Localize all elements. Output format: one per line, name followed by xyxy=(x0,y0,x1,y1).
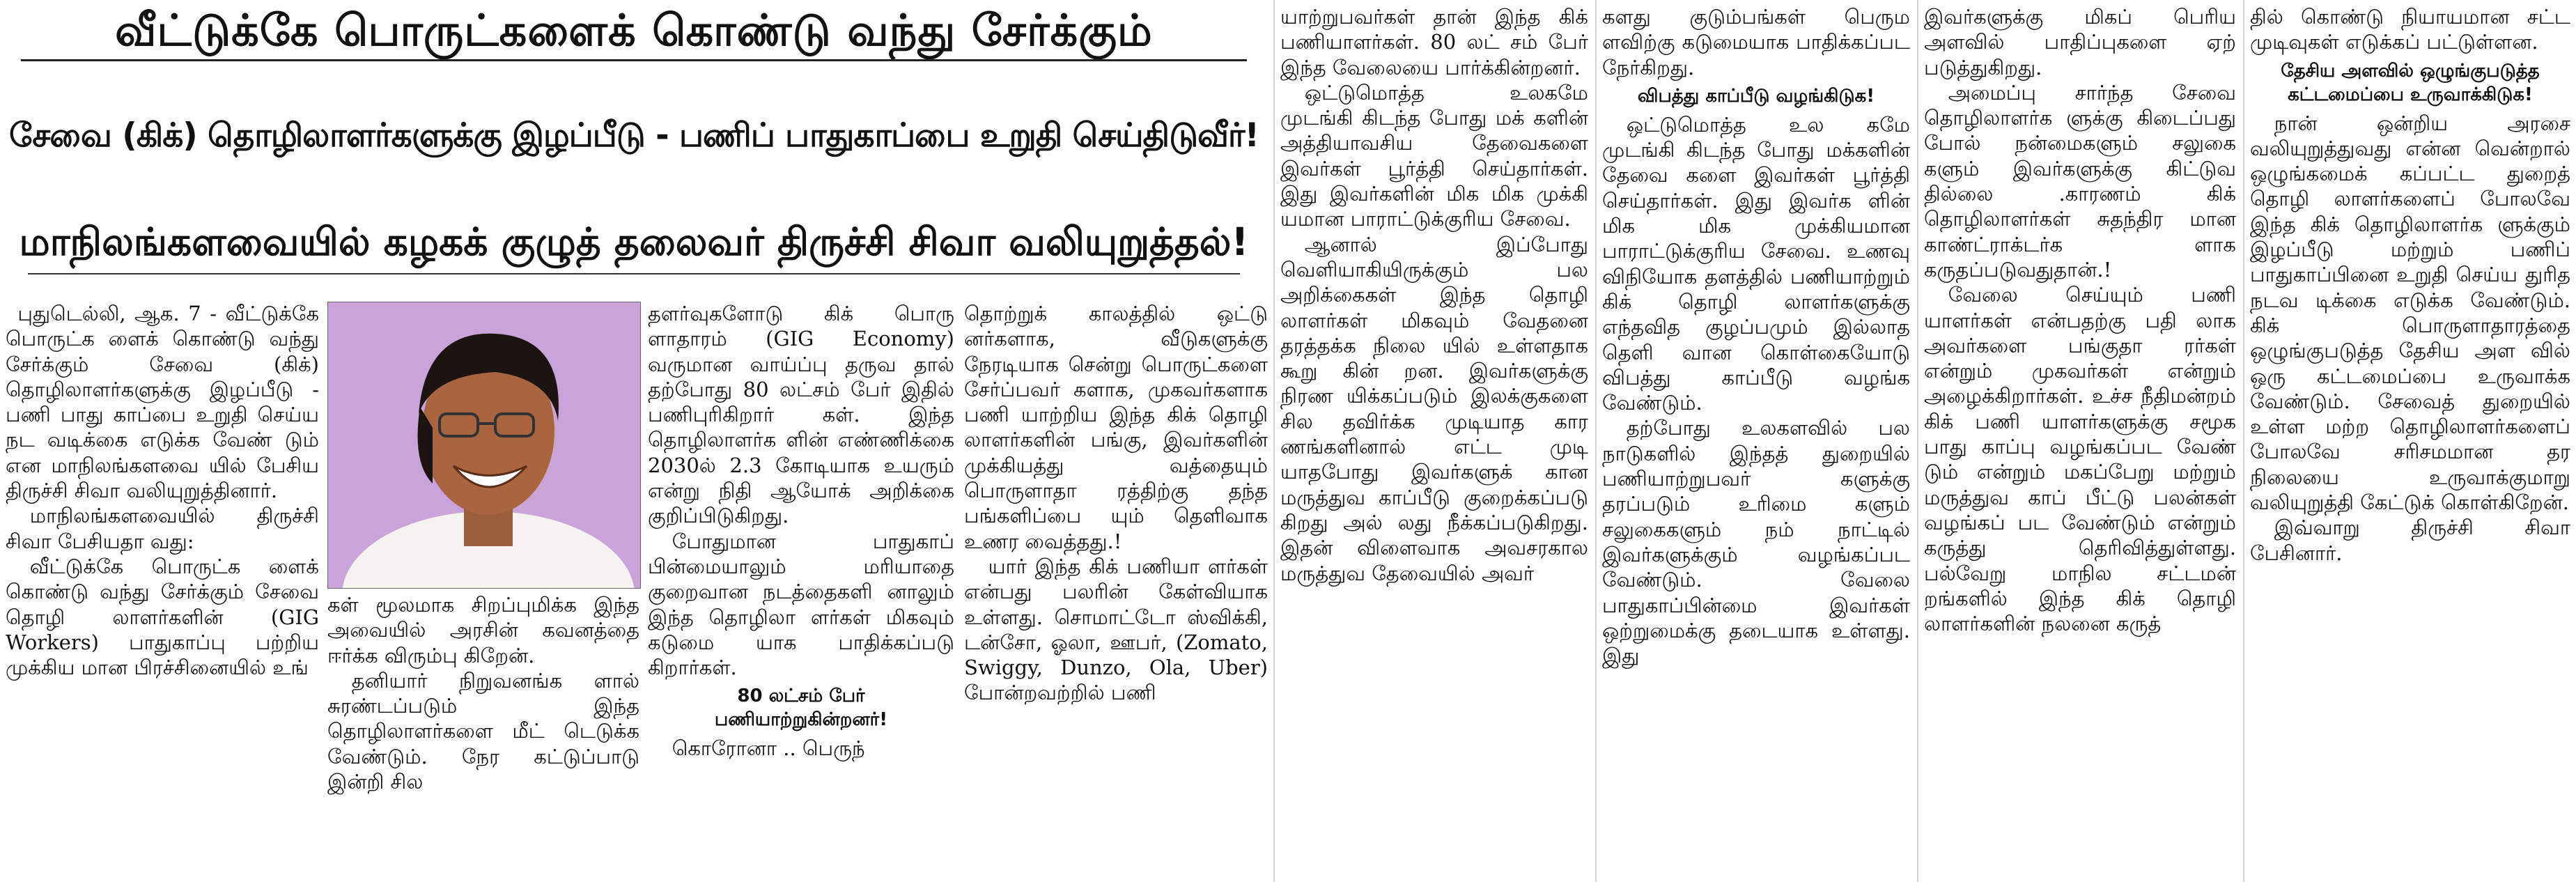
paragraph: தொற்றுக் காலத்தில் ஒட்டு னர்களாக, வீடுகளுக்கு நேரடியாக சென்று பொருட்களை சேர்ப்பவர் களாக, முகவர்களாக பணி யாற்றிய இந்த கிக் தொழி லாளர்களின் பங்கு, இவர்களின் முக்கியத்து வத்தையும் பொருளாதா ரத்திற்கு தந்த பங்களிப்பை யும் தெளிவாக உணர வைத்தது.! xyxy=(964,302,1268,553)
paragraph: ஒட்டுமொத்த உலகமே முடங்கி கிடந்த போது மக் களின் அத்தியாவசிய தேவைகளை இவர்கள் பூர்த்தி செய்தார்கள். இது இவர்களின் மிக மிக முக்கி யமான பாராட்டுக்குரிய சேவை. xyxy=(1280,80,1588,231)
paragraph: ஒட்டுமொத்த உல கமே முடங்கி கிடந்த போது மக்களின் தேவை களை இவர்கள் பூர்த்தி செய்தார்கள். இது இவர்க ளின் மிக மிக முக்கியமான பாராட்டுக்குரிய சேவை. உணவு விநியோக தளத்தில் பணியாற்றும் கிக் தொழி லாளர்களுக்கு எந்தவித குழப்பமும் இல்லாத தெளி வான கொள்கையோடு விபத்து காப்பீடு வழங்க வேண்டும். xyxy=(1602,112,1910,415)
column-divider xyxy=(1595,0,1597,882)
paragraph: தில் கொண்டு நியாயமான சட்ட முடிவுகள் எடுக்கப் பட்டுள்ளன. xyxy=(2250,5,2570,54)
paragraph: கள் மூலமாக சிறப்புமிக்க இந்த அவையில் அரசின் கவனத்தை ஈர்க்க விரும்பு கிறேன். xyxy=(327,593,639,667)
article-column-8 xyxy=(2250,4,2570,566)
kicker-headline: வீட்டுக்கே பொருட்களைக் கொண்டு வந்து சேர்க்கும் xyxy=(0,0,1268,61)
paragraph: மாநிலங்களவையில் திருச்சி சிவா பேசியதா வது: xyxy=(6,504,319,553)
paragraph: இவர்களுக்கு மிகப் பெரிய அளவில் பாதிப்புகளை ஏற் படுத்துகிறது. xyxy=(1924,5,2236,79)
article-column-5 xyxy=(1280,4,1588,586)
paragraph: யார் இந்த கிக் பணியா ளர்கள் என்பது பலரின் கேள்வியாக உள்ளது. சொமாட்டோ ஸ்விக்கி, டன்சோ, ஓலா, ஊபர், (Zomato, Swiggy, Dunzo, Ola, Uber) போன்றவற்றில் பணி xyxy=(964,554,1268,705)
paragraph: யாற்றுபவர்கள் தான் இந்த கிக் பணியாளர்கள். 80 லட் சம் பேர் இந்த வேலையை பார்க்கின்றனர். xyxy=(1280,5,1588,79)
article-column-2 xyxy=(327,592,639,794)
column-divider xyxy=(1917,0,1918,882)
section-subhead: 80 லட்சம் பேர் பணியாற்றுகின்றனர்! xyxy=(714,686,888,731)
paragraph: வேலை செய்யும் பணி யாளர்கள் என்பதற்கு பதி லாக அவர்களை பங்குதா ரர்கள் என்றும் முகவர்கள் என்றும் அழைக்கிறார்கள். உச்ச நீதிமன்றம் கிக் பணி யாளர்களுக்கு சமூக பாது காப்பு வழங்கப்பட வேண் டும் என்றும் மகப்பேறு மற்றும் மருத்துவ காப் பீட்டு பலன்கள் வழங்கப் பட வேண்டும் என்றும் கருத்து தெரிவித்துள்ளது. பல்வேறு மாநில சட்டமன் றங்களில் இந்த கிக் தொழி லாளர்களின் நலனை கருத் xyxy=(1924,283,2236,636)
paragraph: தற்போது உலகளவில் பல நாடுகளில் இந்தத் துறையில் பணியாற்றுபவர் களுக்கு தரப்படும் உரிமை களும் சலுகைகளும் நம் நாட்டில் இவர்களுக்கும் வழங்கப்பட வேண்டும். வேலை பாதுகாப்பின்மை இவர்கள் ஒற்றுமைக்கு தடையாக உள்ளது. இது xyxy=(1602,416,1910,668)
section-subhead: விபத்து காப்பீடு வழங்கிடுக! xyxy=(1637,85,1875,107)
article-column-3 xyxy=(648,301,954,761)
paragraph: களது குடும்பங்கள் பெரும ளவிற்கு கடுமையாக பாதிக்கப்பட நேர்கிறது. xyxy=(1602,5,1910,79)
paragraph: புதுடெல்லி, ஆக. 7 - வீட்டுக்கே பொருட்க ளைக் கொண்டு வந்து சேர்க்கும் சேவை (கிக்) தொழிலாளர்களுக்கு இழப்பீடு - பணி பாது காப்பை உறுதி செய்ய நட வடிக்கை எடுக்க வேண் டும் என மாநிலங்களவை யில் பேசிய திருச்சி சிவா வலியுறுத்தினார். xyxy=(6,302,319,503)
paragraph: தளர்வுகளோடு கிக் பொரு ளாதாரம் (GIG Economy) வருமான வாய்ப்பு தருவ தால் தற்போது 80 லட்சம் பேர் இதில் பணிபுரிகிறார் கள். இந்த தொழிலாளர்க ளின் எண்ணிக்கை 2030ல் 2.3 கோடியாக உயரும் என்று நிதி ஆயோக் அறிக்கை குறிப்பிடுகிறது. xyxy=(648,302,954,528)
article-column-4 xyxy=(964,301,1268,706)
paragraph: தனியார் நிறுவனங்க ளால் சுரண்டப்படும் இந்த தொழிலாளர்களை மீட் டெடுக்க வேண்டும். நேர கட்டுப்பாடு இன்றி சில xyxy=(327,668,639,794)
paragraph: போதுமான பாதுகாப் பின்மையாலும் மரியாதை குறைவான நடத்தைகளி னாலும் இந்த தொழிலா ளர்கள் மிகவும் கடுமை யாக பாதிக்கப்படு கிறார்கள். xyxy=(648,529,954,680)
paragraph: நான் ஒன்றிய அரசை வலியுறுத்துவது என்ன வென்றால் ஒழுங்கமைக் கப்பட்ட துறைத் தொழி லாளர்களைப் போலவே இந்த கிக் தொழிலாளர்க ளுக்கும் இழப்பீடு மற்றும் பணிப் பாதுகாப்பினை உறுதி செய்ய துரித நடவ டிக்கை எடுக்க வேண்டும். கிக் பொருளாதாரத்தை ஒழுங்குபடுத்த தேசிய அள வில் ஒரு கட்டமைப்பை உருவாக்க வேண்டும். சேவைத் துறையில் உள்ள மற்ற தொழிலாளர்களைப் போலவே சரிசமமான தர நிலையை உருவாக்குமாறு வலியுறுத்தி கேட்டுக் கொள்கிறேன். xyxy=(2250,111,2570,515)
speaker-photo xyxy=(327,302,641,589)
article-column-7 xyxy=(1924,4,2236,636)
paragraph: அமைப்பு சார்ந்த சேவை தொழிலாளர்க ளுக்கு கிடைப்பது போல் நன்மைகளும் சலுகை களும் இவர்களுக்கு கிட்டுவ தில்லை .காரணம் கிக் தொழிலாளர்கள் சுதந்திர மான காண்ட்ராக்டர்க ளாக கருதப்படுவதுதான்.! xyxy=(1924,80,2236,281)
headline-block xyxy=(0,0,1268,296)
paragraph: வீட்டுக்கே பொருட்க ளைக் கொண்டு வந்து சேர்க்கும் சேவை தொழி லாளர்களின் (GIG Workers) பாதுகாப்பு பற்றிய முக்கிய மான பிரச்சினையில் உங் xyxy=(6,554,319,680)
article-column-1 xyxy=(6,301,319,680)
paragraph: ஆனால் இப்போது வெளியாகியிருக்கும் பல அறிக்கைகள் இந்த தொழி லாளர்கள் மிகவும் வேதனை தரத்தக்க நிலை யில் உள்ளதாக கூறு கின் றன. இவர்களுக்கு நிரண யிக்கப்படும் இலக்குகளை சில தவிர்க்க முடியாத கார ணங்களினால் எட்ட முடி யாதபோது இவர்களுக் கான மருத்துவ காப்பீடு குறைக்கப்படு கிறது அல் லது நீக்கப்படுகிறது. இதன் விளைவாக அவசரகால மருத்துவ தேவையில் அவர் xyxy=(1280,232,1588,585)
portrait-image xyxy=(328,302,640,588)
main-headline: சேவை (கிக்) தொழிலாளர்களுக்கு இழப்பீடு - பணிப் பாதுகாப்பை உறுதி செய்திடுவீர்! xyxy=(9,116,1259,155)
article-column-6 xyxy=(1602,4,1910,668)
column-divider xyxy=(2243,0,2244,882)
column-divider xyxy=(1273,0,1275,882)
paragraph: இவ்வாறு திருச்சி சிவா பேசினார். xyxy=(2250,516,2570,565)
sub-headline: மாநிலங்களவையில் கழகக் குழுத் தலைவர் திருச்சி சிவா வலியுறுத்தல்! xyxy=(0,203,1268,280)
section-subhead: தேசிய அளவில் ஒழுங்குபடுத்த கட்டமைப்பை உருவாக்கிடுக! xyxy=(2281,60,2540,105)
paragraph: கொரோனா .. பெருந் xyxy=(672,736,865,761)
